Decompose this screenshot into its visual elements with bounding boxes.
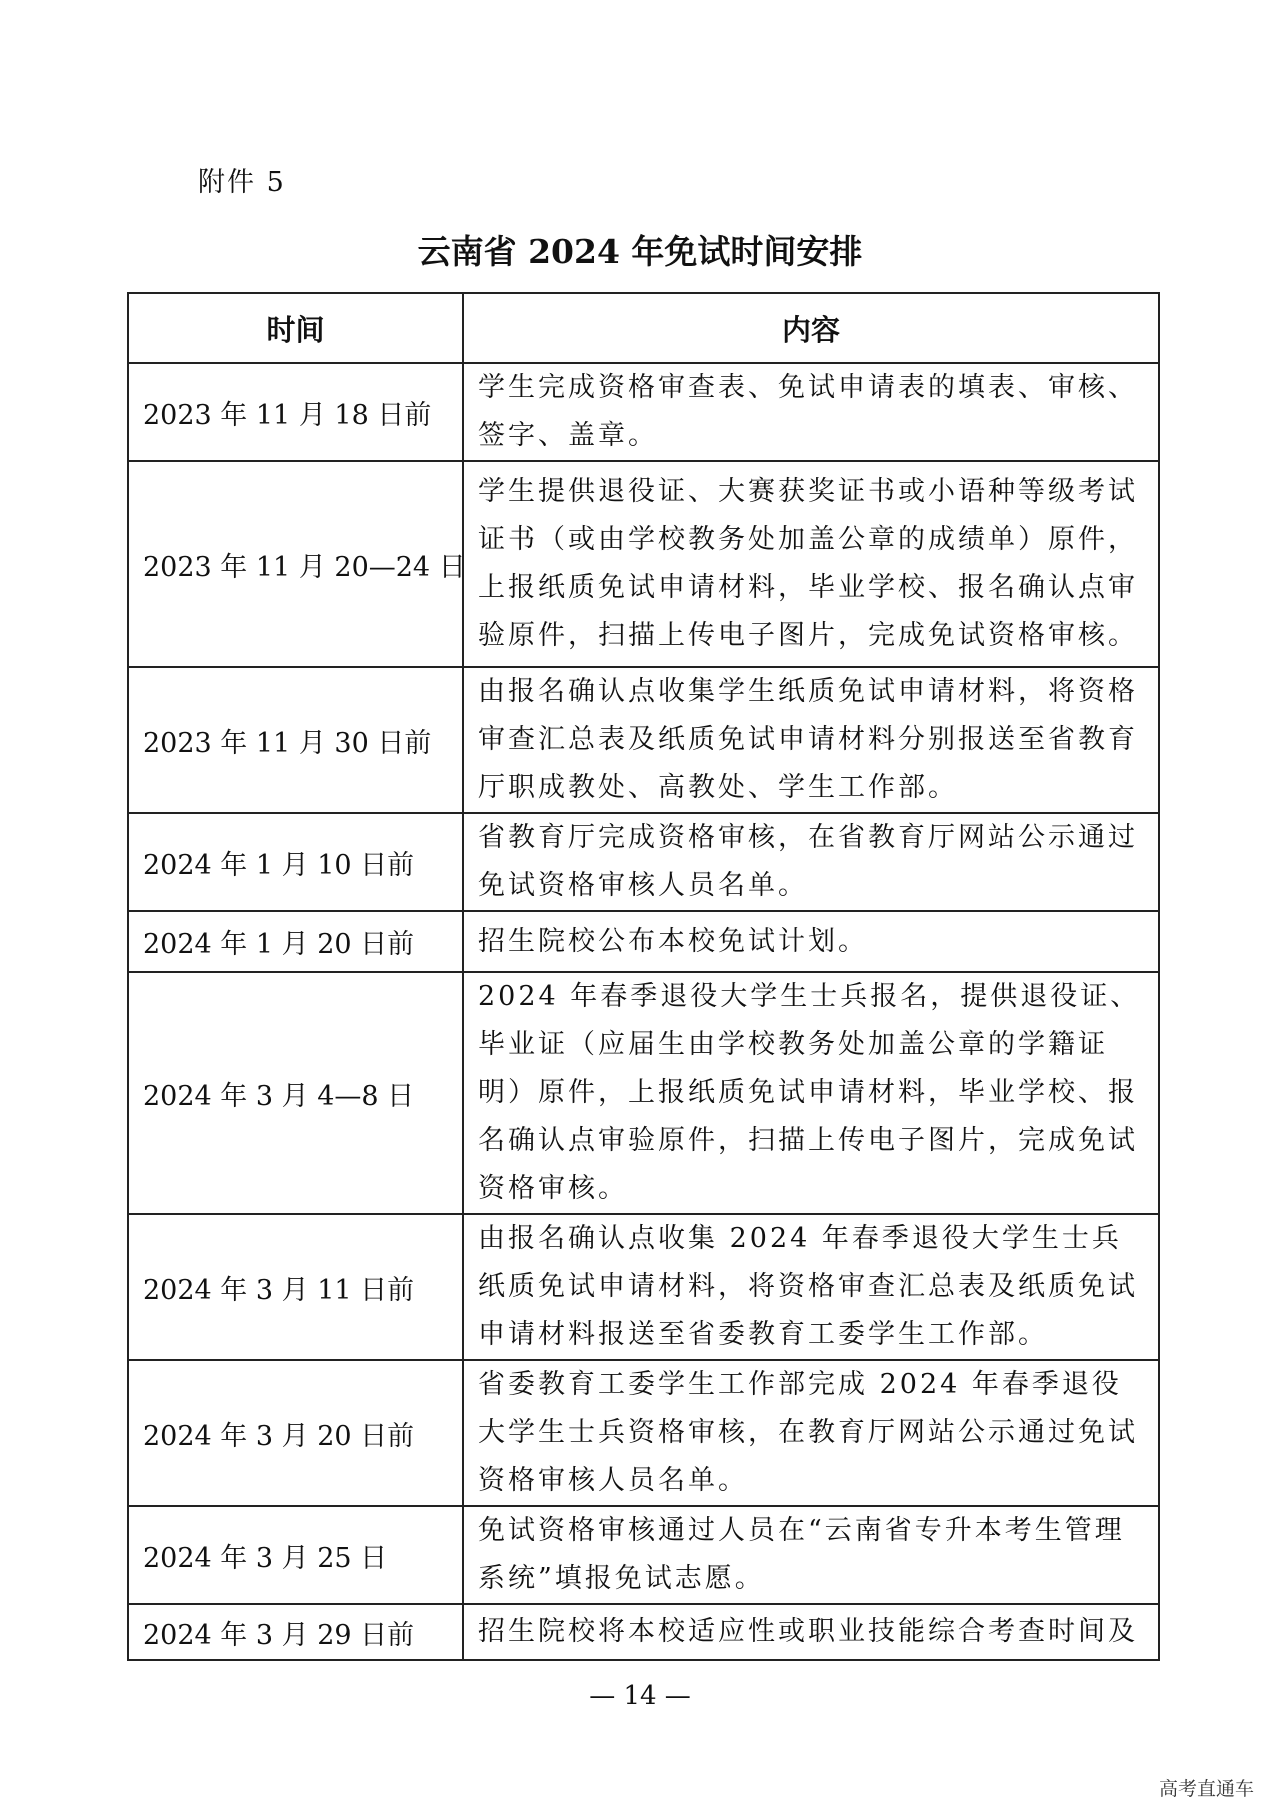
table-row <box>128 461 1159 667</box>
row-content: 由报名确认点收集 2024 年春季退役大学生士兵纸质免试申请材料，将资格审查汇总表及纸质免试申请材料报送至省委教育工委学生工作部。 <box>463 1214 1159 1360</box>
row-time: 2024 年 1 月 20 日前 <box>128 911 463 972</box>
row-content: 由报名确认点收集学生纸质免试申请材料，将资格审查汇总表及纸质免试申请材料分别报送至省教育厅职成教处、高教处、学生工作部。 <box>463 667 1159 813</box>
watermark: 高考直通车 <box>1158 1778 1254 1800</box>
row-content: 免试资格审核通过人员在“云南省专升本考生管理系统”填报免试志愿。 <box>463 1506 1159 1604</box>
row-time: 2024 年 3 月 29 日前 <box>128 1604 463 1660</box>
table-row <box>128 911 1159 972</box>
table-row <box>128 1360 1159 1506</box>
row-time: 2024 年 3 月 11 日前 <box>128 1214 463 1360</box>
table-row <box>128 1506 1159 1604</box>
page-number: — 14 — <box>589 1681 691 1711</box>
row-time: 2024 年 3 月 4—8 日 <box>128 972 463 1214</box>
row-content: 2024 年春季退役大学生士兵报名，提供退役证、毕业证（应届生由学校教务处加盖公章的学籍证明）原件，上报纸质免试申请材料，毕业学校、报名确认点审验原件，扫描上传电子图片，完成免试资格审核。 <box>463 972 1159 1214</box>
table-header-row <box>128 293 1159 363</box>
row-content: 学生提供退役证、大赛获奖证书或小语种等级考试证书（或由学校教务处加盖公章的成绩单）原件，上报纸质免试申请材料，毕业学校、报名确认点审验原件，扫描上传电子图片，完成免试资格审核。 <box>463 461 1159 667</box>
row-time: 2023 年 11 月 20—24 日 <box>128 461 463 667</box>
schedule-table <box>127 292 1160 1661</box>
header-content: 内容 <box>463 293 1159 363</box>
row-content: 省教育厅完成资格审核，在省教育厅网站公示通过免试资格审核人员名单。 <box>463 813 1159 911</box>
row-time: 2024 年 1 月 10 日前 <box>128 813 463 911</box>
row-time: 2023 年 11 月 18 日前 <box>128 363 463 461</box>
table-row <box>128 667 1159 813</box>
row-time: 2024 年 3 月 20 日前 <box>128 1360 463 1506</box>
table-row <box>128 813 1159 911</box>
attachment-label: 附件 5 <box>198 167 286 198</box>
row-content: 招生院校将本校适应性或职业技能综合考查时间及 <box>463 1604 1159 1660</box>
page-title: 云南省 2024 年免试时间安排 <box>417 232 863 271</box>
row-content: 招生院校公布本校免试计划。 <box>463 911 1159 972</box>
header-time: 时间 <box>128 293 463 363</box>
row-time: 2024 年 3 月 25 日 <box>128 1506 463 1604</box>
row-content: 学生完成资格审查表、免试申请表的填表、审核、签字、盖章。 <box>463 363 1159 461</box>
table-row <box>128 972 1159 1214</box>
row-content: 省委教育工委学生工作部完成 2024 年春季退役大学生士兵资格审核，在教育厅网站公示通过免试资格审核人员名单。 <box>463 1360 1159 1506</box>
row-time: 2023 年 11 月 30 日前 <box>128 667 463 813</box>
table-row <box>128 1604 1159 1660</box>
table-row <box>128 1214 1159 1360</box>
table-row <box>128 363 1159 461</box>
